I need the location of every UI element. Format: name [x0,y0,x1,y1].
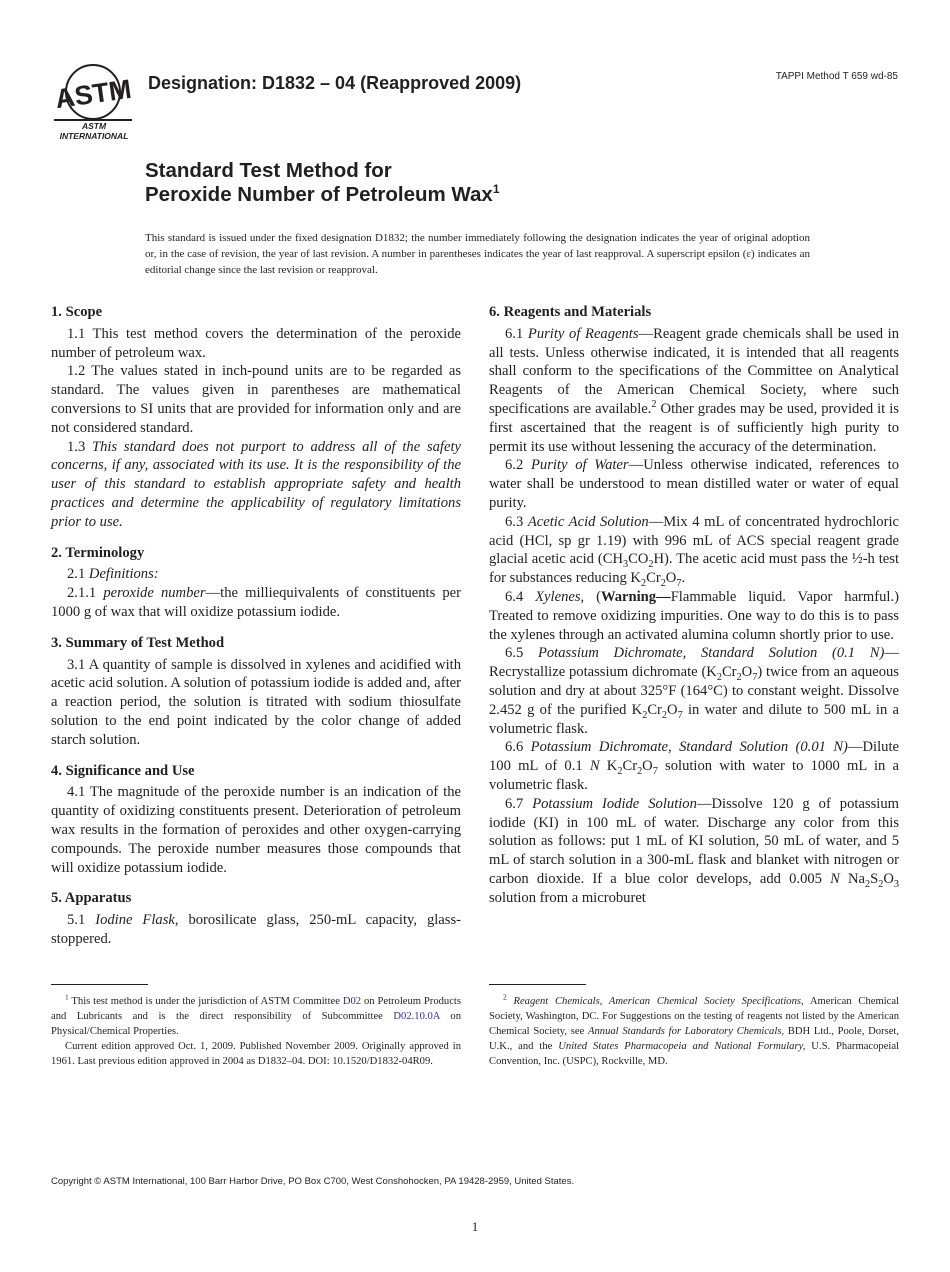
paragraph: 1.2 The values stated in inch-pound units are to be regarded as standard. The values given in parentheses are mathematical conversions to SI units that are provided for information only and are not considered standard. [51,363,461,436]
paragraph-text: Cr [721,664,737,681]
paragraph-number: 6.5 [505,645,524,662]
paragraph-text: S [870,870,879,887]
paragraph-text: O [667,701,678,718]
title-footnote-mark: 1 [492,182,500,197]
paragraph-number: 6.6 [505,739,524,756]
subscript: 2 [878,878,884,890]
paragraph-number: 6.3 [505,513,524,530]
footnote-text: , American Chemical Society, Washington, DC. For Suggestions on the testing of reagents not listed by the American Chemical Society, see [489,996,899,1037]
title-line-2-text: Peroxide Number of Petroleum Wax [145,183,493,206]
logo-text: ASTM INTERNATIONAL [59,121,129,141]
subcommittee-link[interactable]: D02.10.0A [393,1011,440,1022]
subscript: 2 [617,766,623,778]
footnote-rule-right [489,984,586,985]
term: peroxide number [103,585,206,602]
definition: —the milliequivalents of constituents per 1000 g of wax that will oxidize potassium iodide. [51,585,462,620]
subscript: 2 [642,709,648,721]
paragraph-text: in water and dilute to 500 mL in a volumetric flask. [489,701,899,737]
paragraph-text: —Dissolve 120 g of potassium iodide (KI) in 100 mL of water. Discharge any color from this solution as follows: put 1 mL of KI solution, 50 mL of water, and 5 mL of starch solution in a 300-mL flask and blanket with nitrogen or carbon dioxide. If a blue color develops, add 0.005 [489,795,899,887]
paragraph [51,584,461,622]
page-number: 1 [471,1219,479,1234]
normality-symbol: N [830,870,840,887]
paragraph [489,738,899,794]
paragraph: 3.1 A quantity of sample is dissolved in xylenes and acidified with acetic acid solution. A solution of potassium iodide is added and, after a reaction period, the solution is titrated with sodium thiosulfate solution to the end point indicated by the color change of added starch solution. [51,656,461,748]
paragraph-text: . [681,570,686,587]
subscript: 7 [652,766,658,778]
subscript: 2 [736,672,742,684]
paragraph-text: Cr [622,758,638,775]
paragraph-text: K [599,758,618,775]
term: Potassium Dichromate, Standard Solution (0.1 N) [537,645,885,662]
standard-notice: This standard is issued under the fixed designation D1832; the number immediately following the designation indicates the year of original adoption or, in the case of revision, the year of last revision. A number in parentheses indicates the year of last reapproval. A superscript epsilon (ε) indicates an editorial change since the last revision or reapproval. [145,232,810,276]
normality-symbol: N [589,758,600,775]
footnote-2 [489,994,899,1069]
paragraph-number: 1.3 [67,438,86,455]
subscript: 2 [648,559,654,571]
footnote-text: on Petroleum Products and Lubricants and is the direct responsibility of Subcommittee [51,996,461,1022]
subscript: 2 [637,766,643,778]
paragraph-text: Na [839,870,865,887]
term: Acetic Acid Solution [527,513,649,530]
term: Xylenes [535,588,581,605]
paragraph-text: —Recrystallize potassium dichromate (K [489,645,899,681]
section-reagents [489,303,899,908]
designation: Designation: D1832 – 04 (Reapproved 2009) [148,73,522,93]
section-heading: 3. Summary of Test Method [51,634,225,651]
paragraph-text: Other grades may be used, provided it is first ascertained that the reagent is of sufficiently high purity to permit its use without lessening the accuracy of the determination. [489,400,899,455]
paragraph-text: —Mix 4 mL of concentrated hydrochloric acid (HCl, sp gr 1.19) with 996 mL of ACS special reagent grade glacial acetic acid (CH [489,513,899,568]
section-heading: 2. Terminology [51,544,145,561]
paragraph-number: 6.7 [505,795,524,812]
section-heading: 5. Apparatus [51,890,132,907]
subscript: 7 [676,578,682,590]
section-heading: 1. Scope [51,304,103,320]
title-line-1: Standard Test Method for [145,159,392,182]
paragraph-text: Flammable liquid. Vapor harmful.) Treated to remove oxidizing impurities. One way to do this is to pass the xylenes through an activated alumina column shortly prior to use. [489,588,899,643]
footnote-paragraph [51,994,461,1039]
committee-link[interactable]: D02 [342,996,362,1007]
footnote-text: on Physical/Chemical Properties. [51,1011,461,1037]
paragraph [489,513,899,588]
citation-title: Reagent Chemicals, American Chemical Society Specifications [513,996,802,1007]
paragraph-text: solution with water to 1000 mL in a volumetric flask. [489,758,899,793]
section-terminology [51,544,461,622]
footnote-1 [51,994,461,1069]
paragraph-text: —Dilute 100 mL of 0.1 [489,739,899,775]
paragraph [489,325,899,457]
footnote-text: This test method is under the jurisdiction of ASTM Committee [71,996,343,1007]
paragraph-text: , ( [580,588,601,605]
paragraph [489,644,899,738]
paragraph-text: —Unless otherwise indicated, references to water shall be understood to mean distilled water or water of equal purity. [489,457,899,511]
section-heading: 4. Significance and Use [51,762,195,779]
copyright: Copyright © ASTM International, 100 Barr Harbor Drive, PO Box C700, West Conshohocken, PA 19428-2959, United States. [51,1176,575,1187]
astm-logo [52,60,134,141]
page-title [145,159,500,207]
paragraph-number: 6.1 [505,325,524,342]
subscript: 2 [716,672,722,684]
paragraph-text: , borosilicate glass, 250-mL capacity, glass-stoppered. [51,912,461,947]
title-line-2 [145,183,500,207]
tappi-method: TAPPI Method T 659 wd-85 [775,71,898,82]
subscript: 7 [752,672,758,684]
term: Purity of Reagents [527,325,639,342]
paragraph [51,565,461,584]
term: Potassium Dichromate, Standard Solution (0.01 N) [530,739,848,756]
paragraph-text: O [883,870,894,887]
right-column [489,303,899,920]
footnote-mark: 1 [65,992,69,1002]
paragraph: 1.1 This test method covers the determination of the peroxide number of petroleum wax. [51,325,461,361]
footnote-rule-left [51,984,148,985]
subscript: 2 [864,878,871,890]
paragraph-number: 6.2 [505,457,524,474]
footnote-text: BDH Ltd., Poole, Dorset, U.K., and the [489,1026,899,1052]
footnote-text: U.S. Pharmacopeial Convention, Inc. (USPC), Rockville, MD. [489,1041,899,1067]
footnote-ref: 2 [651,399,657,411]
paragraph [489,795,899,908]
term: Purity of Water [530,457,629,474]
footnote-paragraph: Current edition approved Oct. 1, 2009. Published November 2009. Originally approved in 1961. Last previous edition approved in 2004 as D1832–04. DOI: 10.1520/D1832-04R09. [51,1041,461,1067]
paragraph-text: —Reagent grade chemicals shall be used in all tests. Unless otherwise indicated, it is intended that all reagents shall conform to the specifications of the Committee on Analytical Reagents of the American Chemical Society, where such specifications are available. [489,325,900,417]
subscript: 7 [677,709,683,721]
warning-label: Warning— [600,588,671,605]
paragraph-text: O [741,664,753,681]
paragraph-number: 2.1 [67,566,86,583]
citation-title: United States Pharmacopeia and National Formulary, [558,1041,806,1052]
subscript: 2 [640,578,647,590]
subscript: 2 [660,578,666,590]
left-column [51,303,461,961]
paragraph-text: O [642,758,653,775]
footnote-paragraph [489,994,899,1069]
citation-title: Annual Standards for Laboratory Chemicals, [588,1026,785,1037]
section-apparatus [51,889,461,948]
footnote-mark: 2 [503,992,507,1002]
paragraph-text: Cr [647,701,662,718]
paragraph [51,438,461,532]
paragraph-text: H). The acetic acid must pass the ½-h test for substances reducing K [489,551,899,587]
term: Potassium Iodide Solution [532,795,697,812]
paragraph-text: Cr [646,570,661,587]
paragraph-number: 2.1.1 [67,585,97,602]
subscript: 3 [622,559,629,571]
paragraph-text: solution from a microburet [489,889,646,906]
section-summary [51,634,461,750]
subscript: 3 [893,878,899,890]
paragraph-text: ) twice from an aqueous solution and dry at about 325°F (164°C) to constant weight. Dissolve 2.452 g of the purified K [489,664,899,718]
section-significance [51,762,461,878]
paragraph-text: CO [628,551,649,568]
term: Iodine Flask [95,912,175,929]
subscript: 2 [661,709,668,721]
paragraph [489,588,899,644]
term: Definitions: [88,566,159,583]
paragraph-number: 5.1 [67,912,86,929]
section-scope [51,303,461,532]
paragraph [51,911,461,949]
paragraph-text: O [665,570,677,587]
paragraph-number: 6.4 [505,588,524,605]
paragraph [489,456,899,512]
svg-text:ASTM: ASTM [53,73,134,115]
safety-caveat: This standard does not purport to address all of the safety concerns, if any, associated with its use. It is the responsibility of the user of this standard to establish appropriate safety and health practices and determine the applicability of regulatory limitations prior to use. [51,438,461,530]
section-heading: 6. Reagents and Materials [489,304,652,320]
paragraph: 4.1 The magnitude of the peroxide number is an indication of the quantity of oxidizing constituents present. Deterioration of petroleum wax results in the formation of peroxides and other oxygen-carrying compounds. The peroxide number measures those compounds that will oxidize potassium iodide. [51,784,461,876]
